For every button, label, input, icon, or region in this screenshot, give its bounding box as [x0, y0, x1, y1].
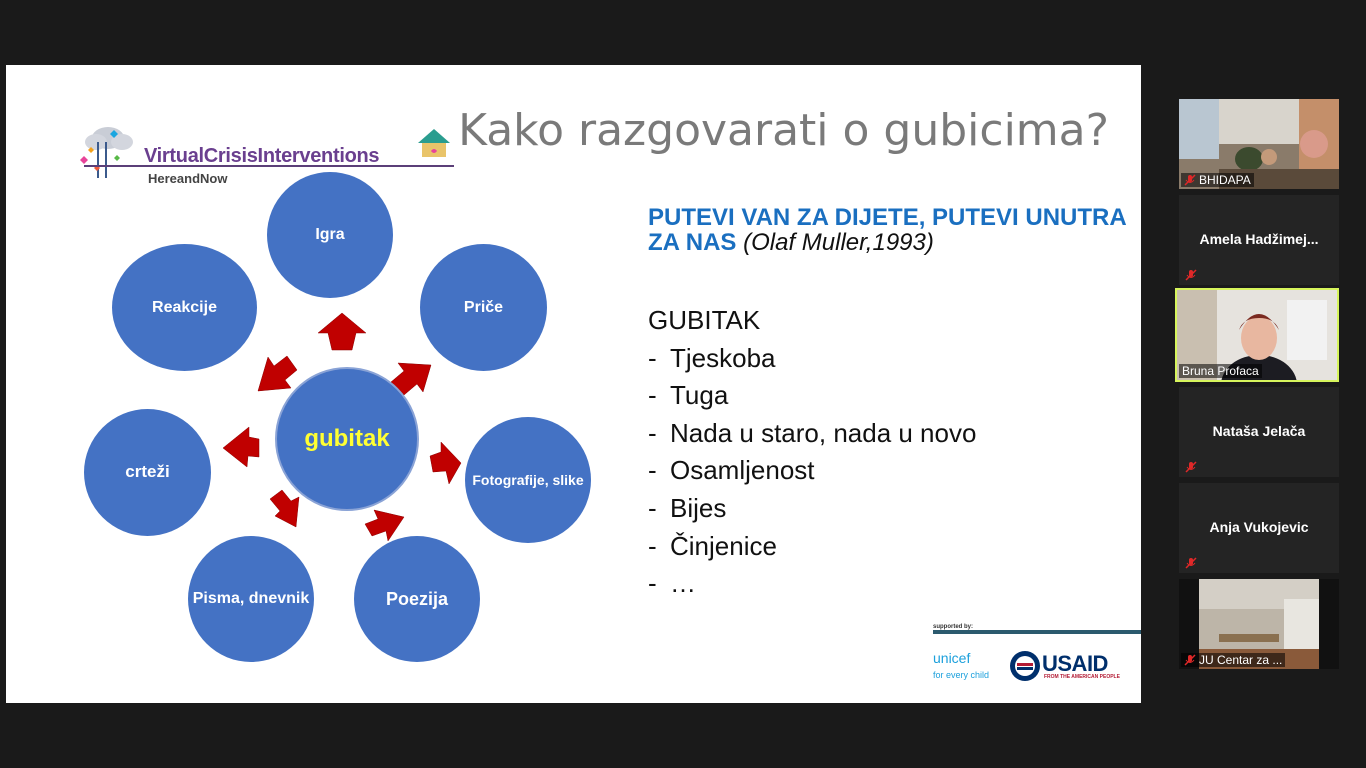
supported-by-label: supported by:	[933, 624, 973, 630]
gubitak-list	[648, 302, 976, 603]
participant-tile-anja[interactable]	[1179, 483, 1339, 573]
participant-name: Amela Hadžimej...	[1199, 231, 1319, 247]
heading-main: PUTEVI VAN ZA DIJETE, PUTEVI UNUTRA ZA NAS	[648, 204, 1126, 256]
participant-name: Anja Vukojevic	[1209, 519, 1309, 535]
participant-tile-natasa[interactable]	[1179, 387, 1339, 477]
participant-name-label: BHIDAPA	[1181, 173, 1254, 187]
slide-heading	[648, 205, 1128, 255]
muted-mic-icon	[1185, 269, 1197, 281]
unicef-logo: unicef	[933, 650, 971, 666]
circle-reakcije: Reakcije	[112, 244, 257, 371]
participant-tile-amela[interactable]	[1179, 195, 1339, 285]
participant-tile-ju-centar[interactable]	[1179, 579, 1339, 669]
usaid-logo: USAID	[1042, 651, 1108, 676]
arrow-reakcije	[258, 356, 297, 391]
arrow-fotografije	[430, 442, 461, 484]
arrow-poezija	[365, 510, 404, 541]
unicef-tagline: for every child	[933, 670, 990, 680]
circle-center-gubitak: gubitak	[275, 367, 419, 511]
supported-by-bar	[933, 630, 1141, 634]
participant-name-label: Bruna Profaca	[1179, 364, 1262, 378]
muted-mic-icon	[1184, 654, 1196, 666]
slide-title: Kako razgovarati o gubicima?	[458, 105, 1109, 156]
muted-mic-icon	[1184, 174, 1196, 186]
list-title: GUBITAK	[648, 305, 761, 335]
list-item: - Tuga	[648, 380, 729, 411]
arrow-up-igra	[318, 313, 366, 350]
list-item: - Bijes	[648, 492, 727, 523]
logo-title: VirtualCrisisInterventions	[144, 145, 380, 167]
circle-price: Priče	[420, 244, 547, 371]
circle-fotografije: Fotografije, slike	[465, 417, 591, 543]
participant-name-label: JU Centar za ...	[1181, 653, 1285, 667]
logo-subtitle: HereandNow	[148, 171, 228, 186]
list-item: - Osamljenost	[648, 455, 815, 486]
list-item: - Nada u staro, nada u novo	[648, 417, 977, 448]
list-item: - …	[648, 568, 696, 599]
heading-citation: (Olaf Muller,1993)	[743, 229, 934, 256]
usaid-seal-icon	[1009, 650, 1041, 682]
participant-tile-bhidapa[interactable]	[1179, 99, 1339, 189]
participant-name: Nataša Jelača	[1212, 423, 1306, 439]
circle-poezija: Poezija	[354, 536, 480, 662]
shared-slide	[6, 65, 1141, 703]
muted-mic-icon	[1185, 461, 1197, 473]
circle-crtezi: crteži	[84, 409, 211, 536]
circle-pisma: Pisma, dnevnik	[188, 536, 314, 662]
list-item: - Činjenice	[648, 530, 777, 561]
usaid-tagline: FROM THE AMERICAN PEOPLE	[1044, 674, 1120, 680]
list-item: - Tjeskoba	[648, 342, 776, 373]
arrow-pisma	[270, 490, 299, 527]
arrow-crtezi	[223, 427, 259, 467]
participant-tile-bruna-active-speaker[interactable]	[1175, 288, 1339, 382]
circle-igra: Igra	[267, 172, 393, 298]
muted-mic-icon	[1185, 557, 1197, 569]
